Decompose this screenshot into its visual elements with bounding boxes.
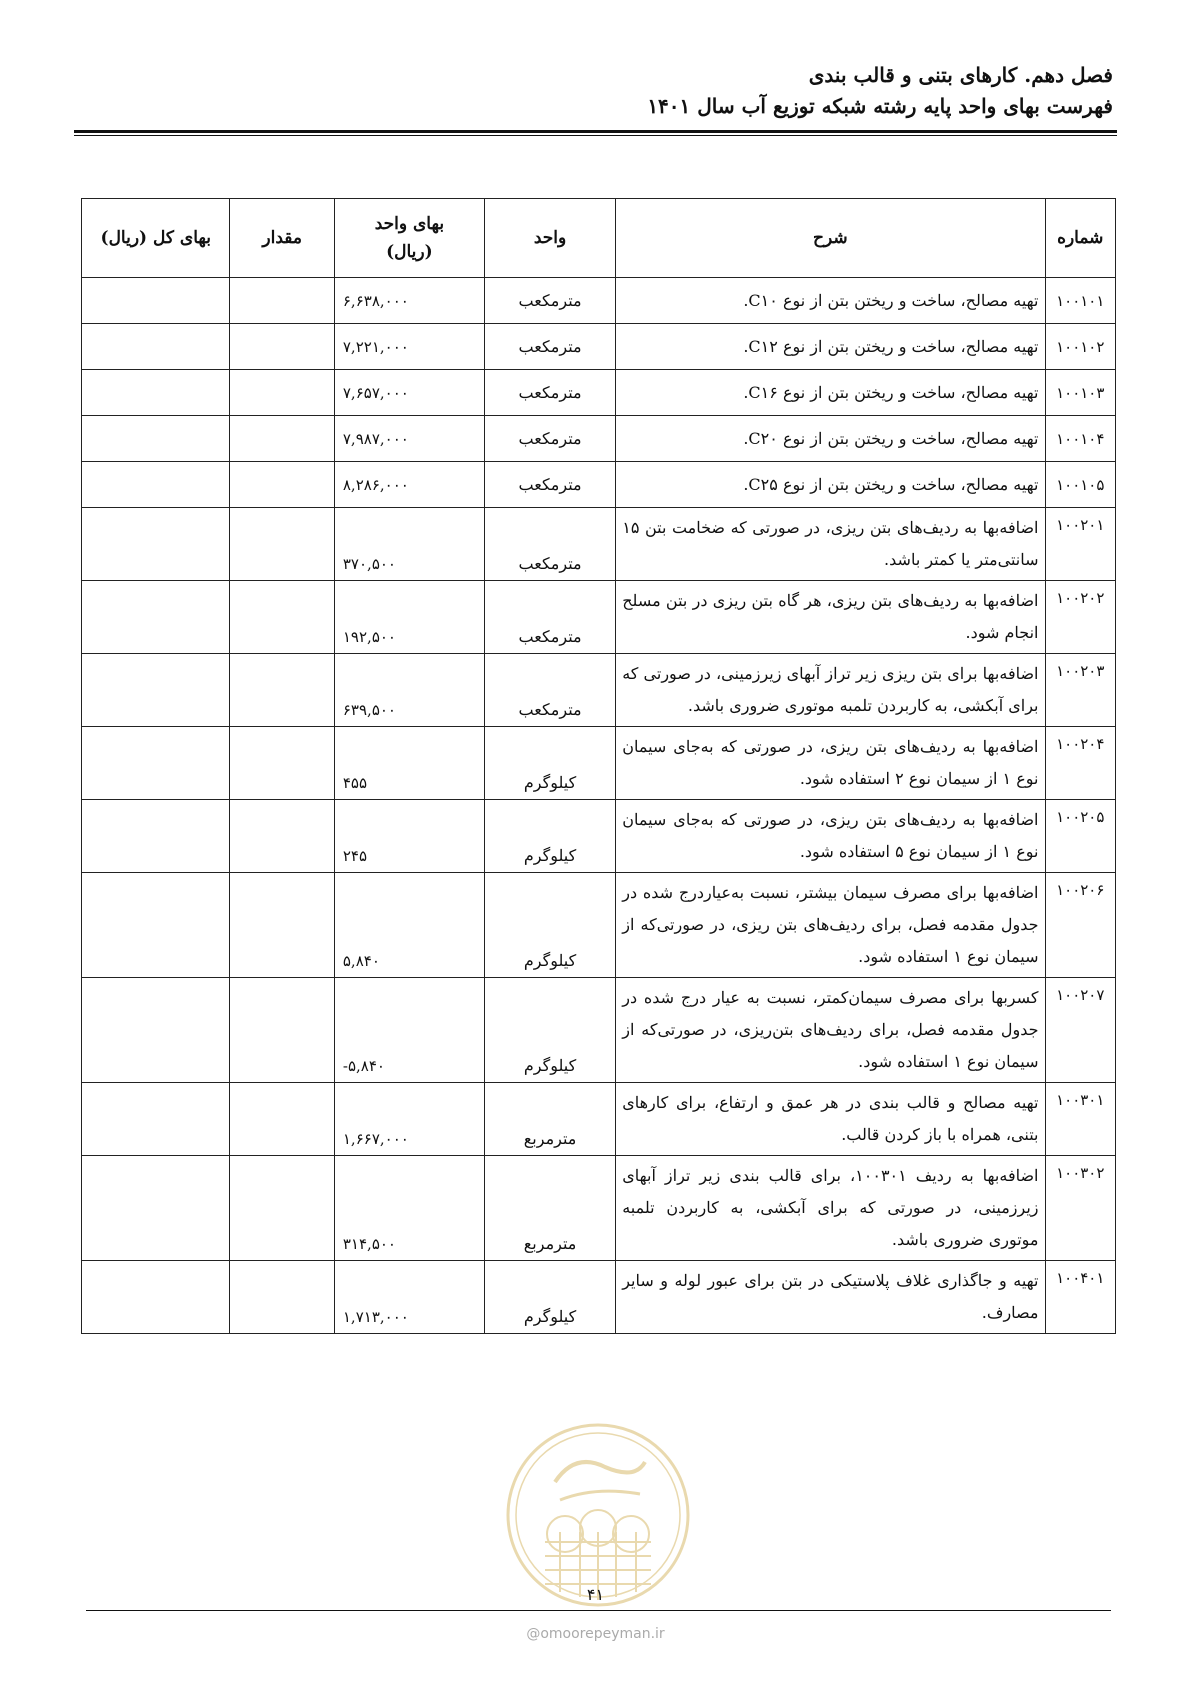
cell-quantity: [230, 1261, 334, 1334]
cell-total: [82, 978, 230, 1083]
cell-unit-price: [334, 581, 484, 654]
cell-code: ۱۰۰۲۰۲: [1045, 581, 1116, 654]
unit-price-value: ۳۷۰,۵۰۰: [342, 555, 396, 573]
unit-price-value: ۸,۲۸۶,۰۰۰: [342, 475, 409, 494]
cell-unit: مترمکعب: [484, 278, 615, 324]
cell-unit-price: [334, 462, 484, 508]
watermark-seal-icon: [505, 1422, 691, 1608]
cell-total: [82, 462, 230, 508]
cell-unit-price: [334, 1156, 484, 1261]
cell-quantity: [230, 873, 334, 978]
cell-code: ۱۰۰۱۰۴: [1045, 416, 1116, 462]
cell-description: تهیه مصالح، ساخت و ریختن بتن از نوع C۲۰.: [616, 416, 1045, 462]
unit-price-value: ۱,۶۶۷,۰۰۰: [342, 1130, 409, 1148]
cell-total: [82, 278, 230, 324]
cell-quantity: [230, 654, 334, 727]
table-row: [82, 370, 1116, 416]
cell-quantity: [230, 416, 334, 462]
header-unit-price-line2: (ریال): [386, 242, 433, 262]
cell-code: ۱۰۰۲۰۴: [1045, 727, 1116, 800]
footer-rule: [86, 1610, 1111, 1611]
cell-unit-price: [334, 1083, 484, 1156]
cell-description: اضافه‌بها به ردیف ۱۰۰۳۰۱، برای قالب بندی زیر تراز آبهای زیرزمینی، در صورتی که برای آبکشی، به کاربردن تلمبه موتوری ضروری باشد.: [616, 1156, 1045, 1261]
cell-unit: مترمربع: [484, 1083, 615, 1156]
table-row: [82, 278, 1116, 324]
table-row: [82, 654, 1116, 727]
unit-price-value: ۱,۷۱۳,۰۰۰: [342, 1308, 409, 1326]
unit-price-value: ۶,۶۳۸,۰۰۰: [342, 291, 409, 310]
cell-quantity: [230, 978, 334, 1083]
cell-total: [82, 1083, 230, 1156]
cell-total: [82, 324, 230, 370]
unit-price-value: ۷,۲۲۱,۰۰۰: [342, 337, 409, 356]
cell-unit-price: [334, 800, 484, 873]
cell-code: ۱۰۰۱۰۲: [1045, 324, 1116, 370]
cell-quantity: [230, 508, 334, 581]
cell-total: [82, 800, 230, 873]
cell-description: اضافه‌بها به ردیف‌های بتن ریزی، در صورتی که ضخامت بتن ۱۵ سانتی‌متر یا کمتر باشد.: [616, 508, 1045, 581]
table-row: [82, 581, 1116, 654]
header-unit-price-line1: بهای واحد: [374, 214, 445, 234]
cell-total: [82, 654, 230, 727]
header-rule-thin: [74, 135, 1117, 136]
unit-price-value: -۵,۸۴۰: [342, 1057, 385, 1075]
cell-quantity: [230, 370, 334, 416]
cell-description: تهیه مصالح، ساخت و ریختن بتن از نوع C۱۰.: [616, 278, 1045, 324]
cell-unit-price: [334, 978, 484, 1083]
cell-description: اضافه‌بها به ردیف‌های بتن ریزی، در صورتی که به‌جای سیمان نوع ۱ از سیمان نوع ۲ استفاده شود.: [616, 727, 1045, 800]
table-header-row: [82, 199, 1116, 278]
cell-unit: کیلوگرم: [484, 978, 615, 1083]
cell-quantity: [230, 727, 334, 800]
cell-total: [82, 1261, 230, 1334]
cell-unit: مترمکعب: [484, 416, 615, 462]
cell-code: ۱۰۰۱۰۵: [1045, 462, 1116, 508]
table-row: [82, 1083, 1116, 1156]
cell-quantity: [230, 581, 334, 654]
cell-total: [82, 873, 230, 978]
cell-unit: مترمکعب: [484, 654, 615, 727]
cell-description: اضافه‌بها به ردیف‌های بتن ریزی، در صورتی که به‌جای سیمان نوع ۱ از سیمان نوع ۵ استفاده شود.: [616, 800, 1045, 873]
table-row: [82, 873, 1116, 978]
cell-unit-price: [334, 416, 484, 462]
table-row: [82, 462, 1116, 508]
cell-unit: مترمکعب: [484, 508, 615, 581]
cell-code: ۱۰۰۲۰۱: [1045, 508, 1116, 581]
header-rule-thick: [74, 130, 1117, 133]
cell-unit: کیلوگرم: [484, 1261, 615, 1334]
cell-code: ۱۰۰۲۰۷: [1045, 978, 1116, 1083]
cell-unit-price: [334, 370, 484, 416]
cell-unit-price: [334, 508, 484, 581]
cell-unit-price: [334, 727, 484, 800]
table-row: [82, 727, 1116, 800]
cell-code: ۱۰۰۱۰۱: [1045, 278, 1116, 324]
cell-unit: مترمکعب: [484, 324, 615, 370]
cell-quantity: [230, 462, 334, 508]
cell-total: [82, 581, 230, 654]
cell-unit: مترمکعب: [484, 581, 615, 654]
header-code: شماره: [1045, 199, 1116, 278]
cell-description: تهیه مصالح، ساخت و ریختن بتن از نوع C۱۶.: [616, 370, 1045, 416]
table-row: [82, 416, 1116, 462]
unit-price-value: ۶۳۹,۵۰۰: [342, 701, 396, 719]
cell-code: ۱۰۰۳۰۲: [1045, 1156, 1116, 1261]
price-list-table: [81, 198, 1116, 1334]
cell-unit: مترمربع: [484, 1156, 615, 1261]
cell-description: اضافه‌بها برای بتن ریزی زیر تراز آبهای زیرزمینی، در صورتی که برای آبکشی، به کاربردن تلمبه موتوری ضروری باشد.: [616, 654, 1045, 727]
page-header: [647, 60, 1113, 122]
cell-unit-price: [334, 278, 484, 324]
page-number: ۴۱: [586, 1585, 605, 1604]
cell-description: اضافه‌بها به ردیف‌های بتن ریزی، هر گاه بتن ریزی در بتن مسلح انجام شود.: [616, 581, 1045, 654]
cell-unit: کیلوگرم: [484, 800, 615, 873]
cell-total: [82, 727, 230, 800]
cell-total: [82, 416, 230, 462]
cell-unit-price: [334, 654, 484, 727]
cell-quantity: [230, 324, 334, 370]
cell-quantity: [230, 278, 334, 324]
cell-quantity: [230, 800, 334, 873]
header-quantity: مقدار: [230, 199, 334, 278]
table-row: [82, 800, 1116, 873]
cell-description: اضافه‌بها برای مصرف سیمان بیشتر، نسبت به‌عیاردرج شده در جدول مقدمه فصل، برای ردیف‌های بتن ریزی، در صورتی‌که از سیمان نوع ۱ استفاده شود.: [616, 873, 1045, 978]
cell-unit-price: [334, 324, 484, 370]
cell-unit: کیلوگرم: [484, 727, 615, 800]
cell-unit: کیلوگرم: [484, 873, 615, 978]
cell-description: تهیه مصالح، ساخت و ریختن بتن از نوع C۲۵.: [616, 462, 1045, 508]
unit-price-value: ۳۱۴,۵۰۰: [342, 1235, 396, 1253]
cell-description: تهیه مصالح و قالب بندی در هر عمق و ارتفاع، برای کارهای بتنی، همراه با باز کردن قالب.: [616, 1083, 1045, 1156]
cell-code: ۱۰۰۲۰۶: [1045, 873, 1116, 978]
header-total-price: بهای کل (ریال): [82, 199, 230, 278]
unit-price-value: ۴۵۵: [342, 774, 368, 792]
cell-unit-price: [334, 1261, 484, 1334]
cell-code: ۱۰۰۳۰۱: [1045, 1083, 1116, 1156]
header-unit-price: [334, 199, 484, 278]
table-row: [82, 1261, 1116, 1334]
cell-code: ۱۰۰۴۰۱: [1045, 1261, 1116, 1334]
cell-unit-price: [334, 873, 484, 978]
cell-unit: مترمکعب: [484, 370, 615, 416]
unit-price-value: ۷,۶۵۷,۰۰۰: [342, 383, 409, 402]
cell-total: [82, 370, 230, 416]
table-row: [82, 978, 1116, 1083]
table-row: [82, 324, 1116, 370]
unit-price-value: ۱۹۲,۵۰۰: [342, 628, 396, 646]
table-row: [82, 508, 1116, 581]
cell-total: [82, 508, 230, 581]
cell-code: ۱۰۰۲۰۳: [1045, 654, 1116, 727]
cell-description: کسربها برای مصرف سیمان‌کمتر، نسبت به عیار درج شده در جدول مقدمه فصل، برای ردیف‌های بتن‌ریزی، در صورتی‌که از سیمان نوع ۱ استفاده شود.: [616, 978, 1045, 1083]
cell-code: ۱۰۰۲۰۵: [1045, 800, 1116, 873]
chapter-title: فصل دهم. کارهای بتنی و قالب بندی: [808, 63, 1113, 87]
unit-price-value: ۷,۹۸۷,۰۰۰: [342, 429, 409, 448]
cell-quantity: [230, 1083, 334, 1156]
header-unit: واحد: [484, 199, 615, 278]
cell-description: تهیه و جاگذاری غلاف پلاستیکی در بتن برای عبور لوله و سایر مصارف.: [616, 1261, 1045, 1334]
cell-description: تهیه مصالح، ساخت و ریختن بتن از نوع C۱۲.: [616, 324, 1045, 370]
cell-quantity: [230, 1156, 334, 1261]
document-subtitle: فهرست بهای واحد پایه رشته شبکه توزیع آب سال ۱۴۰۱: [647, 94, 1113, 118]
table-row: [82, 1156, 1116, 1261]
unit-price-value: ۵,۸۴۰: [342, 952, 380, 970]
website-watermark: @omoorepeyman.ir: [526, 1626, 665, 1642]
header-description: شرح: [616, 199, 1045, 278]
cell-total: [82, 1156, 230, 1261]
unit-price-value: ۲۴۵: [342, 847, 368, 865]
cell-unit: مترمکعب: [484, 462, 615, 508]
cell-code: ۱۰۰۱۰۳: [1045, 370, 1116, 416]
